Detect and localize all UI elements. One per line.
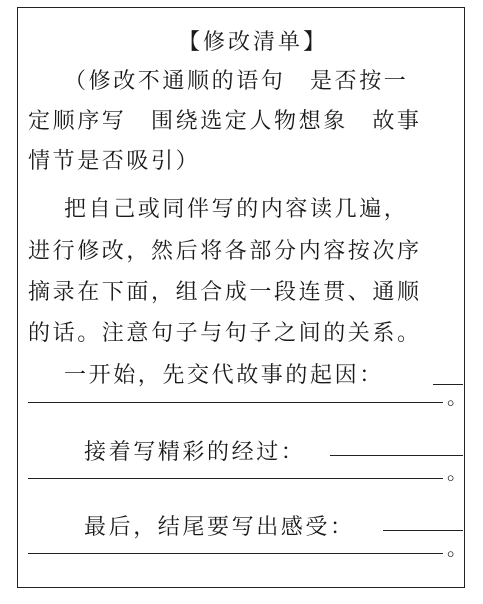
answer-blank-start[interactable] xyxy=(28,402,443,403)
instruction-line-4: 的话。注意句子与句子之间的关系。 xyxy=(28,321,422,346)
hint-line-1: （修改不通顺的语句 是否按一 xyxy=(64,69,409,94)
period-mark: 。 xyxy=(447,385,467,409)
answer-blank-end[interactable] xyxy=(28,553,443,554)
answer-blank-middle-inline[interactable] xyxy=(330,455,463,456)
hint-line-2: 定顺序写 围绕选定人物想象 故事 xyxy=(28,109,422,134)
prompt-end: 最后，结尾要写出感受： xyxy=(84,515,355,540)
instruction-line-2: 进行修改，然后将各部分内容按次序 xyxy=(28,239,422,264)
hint-line-3: 情节是否吸引） xyxy=(28,149,201,174)
period-mark: 。 xyxy=(447,536,467,560)
page-title: 【修改清单】 xyxy=(178,30,329,55)
period-mark: 。 xyxy=(447,460,467,484)
instruction-line-3: 摘录在下面，组合成一段连贯、通顺 xyxy=(28,280,422,305)
answer-blank-middle[interactable] xyxy=(28,478,443,479)
prompt-middle: 接着写精彩的经过： xyxy=(84,440,306,465)
instruction-line-1: 把自己或同伴写的内容读几遍， xyxy=(64,197,409,222)
answer-blank-end-inline[interactable] xyxy=(383,530,463,531)
prompt-start: 一开始，先交代故事的起因： xyxy=(64,363,384,388)
